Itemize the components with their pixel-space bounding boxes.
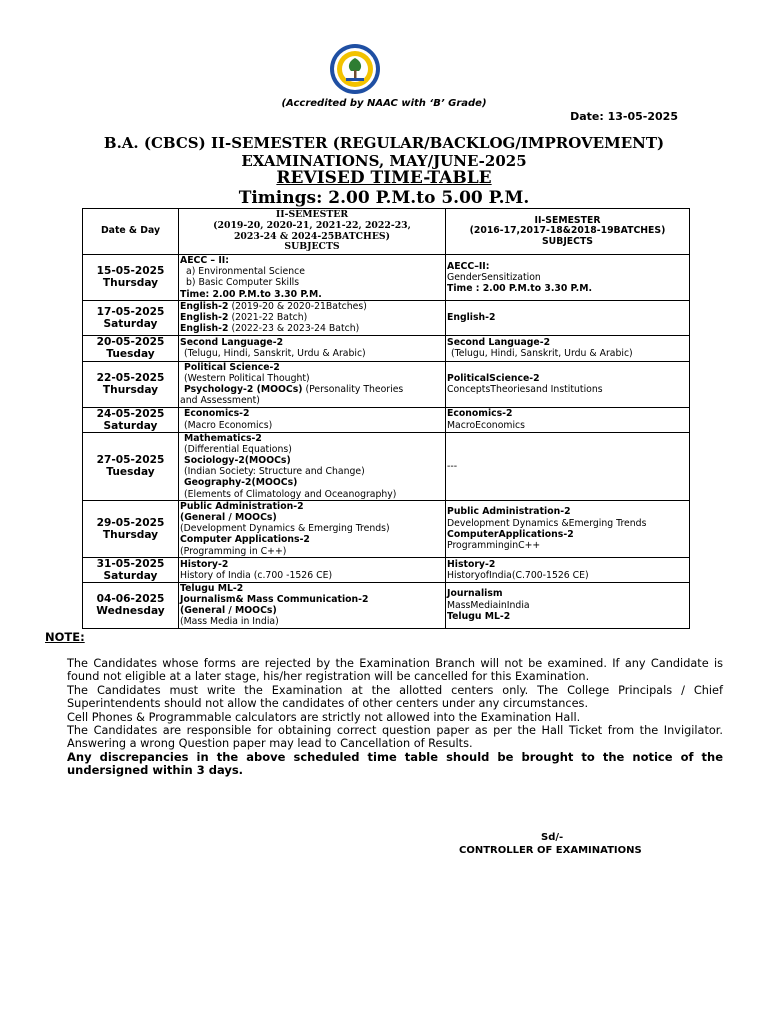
row-subjects-old: Public Administration-2 Development Dynamics &Emerging Trends ComputerApplications-2 ProgramminginC++ bbox=[446, 500, 690, 557]
row-subjects-old: Second Language-2 (Telugu, Hindi, Sanskrit, Urdu & Arabic) bbox=[446, 335, 690, 361]
row-date: 24-05-2025 Saturday bbox=[83, 407, 179, 432]
note-paragraph-bold: Any discrepancies in the above scheduled time table should be brought to the notice of the undersigned within 3 days. bbox=[67, 749, 723, 778]
row-subjects-new: Telugu ML-2 Journalism& Mass Communication-2 (General / MOOCs) (Mass Media in India) bbox=[179, 582, 446, 628]
row-subjects-new: Public Administration-2 (General / MOOCs) (Development Dynamics & Emerging Trends) Computer Applications-2 (Programming in C++) bbox=[179, 500, 446, 557]
notes-block bbox=[67, 657, 723, 778]
row-subjects-new: AECC – II: a) Environmental Science b) Basic Computer Skills Time: 2.00 P.M.to 3.30 P.M. bbox=[179, 255, 446, 301]
note-heading: NOTE: bbox=[45, 630, 85, 644]
table-row bbox=[83, 557, 690, 582]
row-subjects-old: --- bbox=[446, 432, 690, 500]
row-subjects-old: Journalism MassMediainIndia Telugu ML-2 bbox=[446, 582, 690, 628]
note-paragraph: The Candidates whose forms are rejected by the Examination Branch will not be examined. If any Candidate is found not eligible at a later stage, his/her registration will be cancelled for this Examination. bbox=[67, 657, 723, 684]
row-subjects-old: Economics-2 MacroEconomics bbox=[446, 407, 690, 432]
signature-mark: Sd/- bbox=[541, 832, 564, 843]
row-subjects-old: PoliticalScience-2 ConceptsTheoriesand Institutions bbox=[446, 361, 690, 407]
table-row bbox=[83, 407, 690, 432]
table-row bbox=[83, 582, 690, 628]
table-row bbox=[83, 255, 690, 301]
row-date: 22-05-2025 Thursday bbox=[83, 361, 179, 407]
title-line-2: EXAMINATIONS, MAY/JUNE-2025 bbox=[241, 152, 527, 170]
revised-time-table-heading: REVISED TIME-TABLE bbox=[276, 168, 492, 188]
title-line-1: B.A. (CBCS) II-SEMESTER (REGULAR/BACKLOG/IMPROVEMENT) bbox=[103, 134, 665, 152]
row-date: 17-05-2025 Saturday bbox=[83, 300, 179, 335]
row-date: 04-06-2025 Wednesday bbox=[83, 582, 179, 628]
header-new-batches: II-SEMESTER (2019-20, 2020-21, 2021-22, 2022-23, 2023-24 & 2024-25BATCHES) SUBJECTS bbox=[179, 209, 446, 255]
note-paragraph: Cell Phones & Programmable calculators are strictly not allowed into the Examination Hall. bbox=[67, 710, 581, 724]
header-date-day: Date & Day bbox=[83, 209, 179, 255]
note-paragraph: The Candidates are responsible for obtaining correct question paper as per the Hall Ticket from the Invigilator. Answering a wrong Question paper may lead to Cancellation of Results. bbox=[67, 724, 723, 751]
header-old-batches: II-SEMESTER (2016-17,2017-18&2018-19BATCHES) SUBJECTS bbox=[446, 209, 690, 255]
row-subjects-old: English-2 bbox=[446, 300, 690, 335]
timetable bbox=[82, 208, 690, 629]
row-date: 15-05-2025 Thursday bbox=[83, 255, 179, 301]
signatory-designation: CONTROLLER OF EXAMINATIONS bbox=[459, 845, 642, 856]
row-subjects-new: Political Science-2 (Western Political Thought) Psychology-2 (MOOCs) (Personality Theories and Assessment) bbox=[179, 361, 446, 407]
accreditation-text: (Accredited by NAAC with ‘B’ Grade) bbox=[281, 98, 487, 109]
table-row bbox=[83, 432, 690, 500]
row-subjects-new: Economics-2 (Macro Economics) bbox=[179, 407, 446, 432]
row-date: 20-05-2025 Tuesday bbox=[83, 335, 179, 361]
table-row bbox=[83, 300, 690, 335]
timings-heading: Timings: 2.00 P.M.to 5.00 P.M. bbox=[238, 188, 530, 208]
row-subjects-new: English-2 (2019-20 & 2020-21Batches) English-2 (2021-22 Batch) English-2 (2022-23 & 2023-24 Batch) bbox=[179, 300, 446, 335]
row-subjects-old: History-2 HistoryofIndia(C.700-1526 CE) bbox=[446, 557, 690, 582]
table-row bbox=[83, 500, 690, 557]
row-subjects-new: History-2 History of India (c.700 -1526 CE) bbox=[179, 557, 446, 582]
row-subjects-new: Second Language-2 (Telugu, Hindi, Sanskrit, Urdu & Arabic) bbox=[179, 335, 446, 361]
row-date: 27-05-2025 Tuesday bbox=[83, 432, 179, 500]
row-subjects-new: Mathematics-2 (Differential Equations) Sociology-2(MOOCs) (Indian Society: Structure and Change) Geography-2(MOOCs) (Elements of Climatology and Oceanography) bbox=[179, 432, 446, 500]
row-date: 31-05-2025 Saturday bbox=[83, 557, 179, 582]
university-seal-icon bbox=[329, 43, 381, 95]
note-paragraph: The Candidates must write the Examination at the allotted centers only. The College Principals / Chief Superintendents should not allow the candidates of other centers under any circumstances. bbox=[67, 683, 723, 711]
table-header-row bbox=[83, 209, 690, 255]
table-row bbox=[83, 361, 690, 407]
row-subjects-old: AECC–II: GenderSensitization Time : 2.00 P.M.to 3.30 P.M. bbox=[446, 255, 690, 301]
table-row bbox=[83, 335, 690, 361]
row-date: 29-05-2025 Thursday bbox=[83, 500, 179, 557]
issue-date: Date: 13-05-2025 bbox=[570, 110, 678, 123]
